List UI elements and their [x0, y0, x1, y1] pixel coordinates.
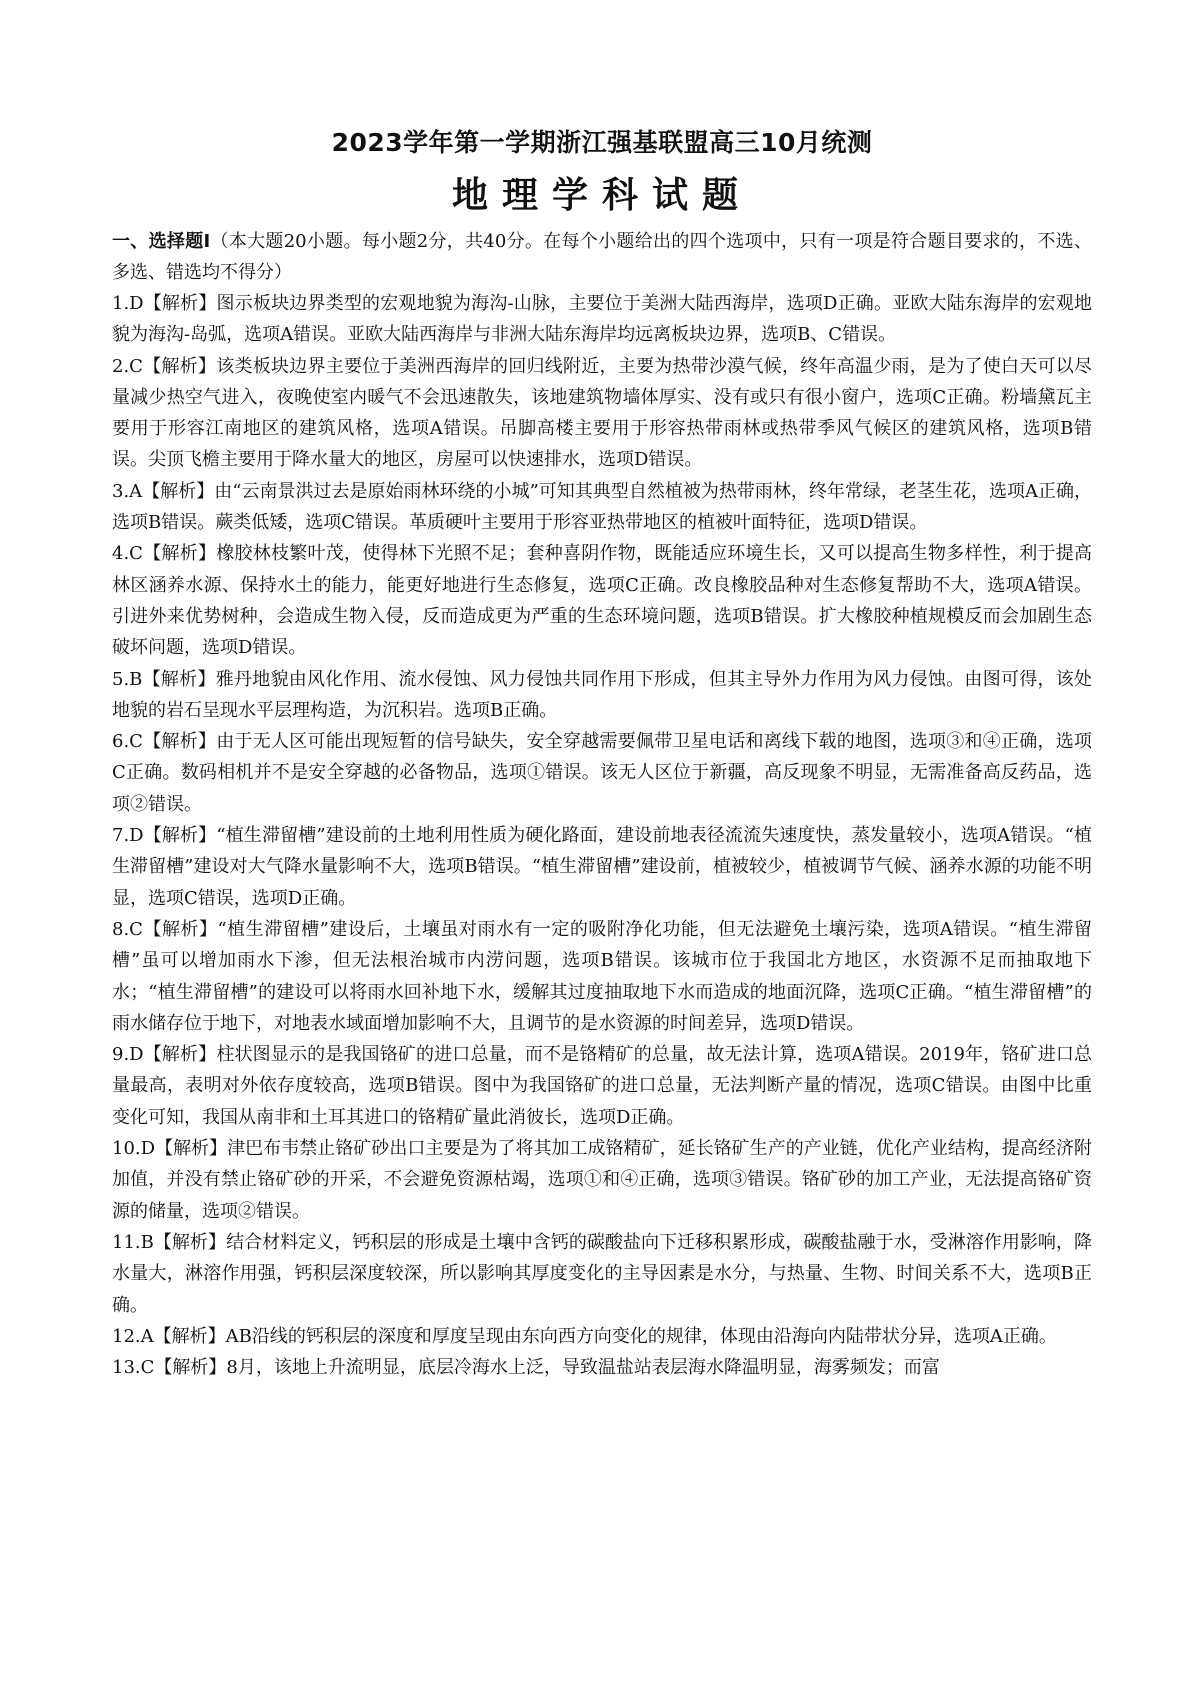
answer-text: 橡胶林枝繁叶茂，使得林下光照不足；套种喜阴作物，既能适应环境生长，又可以提高生物多样性，利于提高林区涵养水源、保持水土的能力，能更好地进行生态修复，选项C正确。改良橡胶品种对生态修复帮助不大，选项A错误。引进外来优势树种，会造成生物入侵，反而造成更为严重的生态环境问题，选项B错误。扩大橡胶种植规模反而会加剧生态破坏问题，选项D错误。: [112, 543, 1093, 659]
subject-title: 地理学科试题: [451, 175, 752, 216]
answer-item: [112, 476, 1092, 539]
answer-text: 雅丹地貌由风化作用、流水侵蚀、风力侵蚀共同作用下形成，但其主导外力作用为风力侵蚀。由图可得，该处地貌的岩石呈现水平层理构造，为沉积岩。选项B正确。: [112, 668, 1093, 721]
section-label: 一、选择题Ⅰ: [112, 231, 211, 252]
answer-tag: 【解析】: [153, 1231, 227, 1253]
answer-tag: 【解析】: [143, 293, 217, 314]
answer-tag: 【解析】: [142, 668, 216, 690]
answer-text: 8月，该地上升流明显，底层冷海水上泛，导致温盐站表层海水降温明显，海雾频发；而富: [226, 1357, 940, 1379]
answer-item: [112, 351, 1092, 476]
answer-number: 9.D: [112, 1044, 144, 1066]
answer-text: 该类板块边界主要位于美洲西海岸的回归线附近，主要为热带沙漠气候，终年高温少雨，是为了使白天可以尽量减少热空气进入，夜晚使室内暖气不会迅速散失，该地建筑物墙体厚实、没有或只有很小窗户，选项C正确。粉墙黛瓦主要用于形容江南地区的建筑风格，选项A错误。吊脚高楼主要用于形容热带雨林或热带季风气候区的建筑风格，选项B错误。尖顶飞檐主要用于降水量大的地区，房屋可以快速排水，选项D错误。: [112, 355, 1093, 471]
answer-tag: 【解析】: [142, 543, 217, 565]
answer-text: 图示板块边界类型的宏观地貌为海沟-山脉，主要位于美洲大陆西海岸，选项D正确。亚欧大陆东海岸的宏观地貌为海沟-岛弧，选项A错误。亚欧大陆西海岸与非洲大陆东海岸均远离板块边界，选项B、C错误。: [112, 293, 1092, 346]
answer-item: [112, 538, 1092, 663]
answer-text: “植生滞留槽”建设前的土地利用性质为硬化路面，建设前地表径流流失速度快，蒸发量较小，选项A错误。“植生滞留槽”建设对大气降水量影响不大，选项B错误。“植生滞留槽”建设前，植被较少，植被调节气候、涵养水源的功能不明显，选项C错误，选项D正确。: [112, 825, 1093, 909]
answer-number: 3.A: [112, 480, 143, 502]
answer-tag: 【解析】: [153, 1325, 226, 1347]
answer-number: 10.D: [112, 1138, 156, 1160]
answer-text: 由“云南景洪过去是原始雨林环绕的小城”可知其典型自然植被为热带雨林，终年常绿，老茎生花，选项A正确，选项B错误。蕨类低矮，选项C错误。革质硬叶主要用于形容亚热带地区的植被叶面特征，选项D错误。: [112, 480, 1093, 534]
answer-number: 12.A: [112, 1325, 154, 1347]
section-note: （本大题20小题。每小题2分，共40分。在每个小题给出的四个选项中，只有一项是符合题目要求的，不选、多选、错选均不得分）: [112, 231, 1092, 283]
answer-text: “植生滞留槽”建设后，土壤虽对雨水有一定的吸附净化功能，但无法避免土壤污染，选项A错误。“植生滞留槽”虽可以增加雨水下渗，但无法根治城市内涝问题，选项B错误。该城市位于我国北方地区，水资源不足而抽取地下水；“植生滞留槽”的建设可以将雨水回补地下水，缓解其过度抽取地下水而造成的地面沉降，选项C正确。“植生滞留槽”的雨水储存位于地下，对地表水域面增加影响不大，且调节的是水资源的时间差异，选项D错误。: [112, 918, 1092, 1034]
answer-item: [112, 1321, 1092, 1352]
answer-text: AB沿线的钙积层的深度和厚度呈现由东向西方向变化的规律，体现由沿海向内陆带状分异，选项A正确。: [225, 1325, 1057, 1347]
answer-number: 7.D: [112, 825, 144, 847]
answer-number: 8.C: [112, 918, 143, 940]
answer-text: 结合材料定义，钙积层的形成是土壤中含钙的碳酸盐向下迁移积累形成，碳酸盐融于水，受淋溶作用影响，降水量大，淋溶作用强，钙积层深度较深，所以影响其厚度变化的主导因素是水分，与热量、生物、时间关系不大，选项B正确。: [112, 1231, 1093, 1316]
section-header: [112, 226, 1092, 288]
answer-tag: 【解析】: [142, 918, 218, 940]
exam-title: 2023学年第一学期浙江强基联盟高三10月统测: [331, 128, 873, 157]
answer-tag: 【解析】: [142, 480, 215, 502]
answer-text: 柱状图显示的是我国铬矿的进口总量，而不是铬精矿的总量，故无法计算，选项A错误。2019年，铬矿进口总量最高，表明对外依存度较高，选项B错误。图中为我国铬矿的进口总量，无法判断产量的情况，选项C错误。由图中比重变化可知，我国从南非和土耳其进口的铬精矿量此消彼长，选项D正确。: [112, 1044, 1092, 1128]
answer-item: [112, 1039, 1092, 1133]
answer-tag: 【解析】: [142, 355, 217, 377]
answer-item: [112, 1352, 1092, 1383]
answer-item: [112, 664, 1092, 727]
answer-item: [112, 820, 1092, 914]
answer-list: [112, 288, 1092, 1383]
answer-number: 5.B: [112, 668, 143, 690]
answer-number: 11.B: [112, 1231, 154, 1253]
answer-item: [112, 288, 1092, 351]
answer-item: [112, 914, 1092, 1039]
answer-number: 4.C: [112, 543, 143, 565]
answer-tag: 【解析】: [142, 731, 217, 753]
answer-tag: 【解析】: [155, 1138, 228, 1160]
answer-item: [112, 726, 1092, 820]
answer-item: [112, 1133, 1092, 1227]
answer-number: 2.C: [112, 355, 143, 377]
answer-text: 津巴布韦禁止铬矿砂出口主要是为了将其加工成铬精矿，延长铬矿生产的产业链，优化产业结构，提高经济附加值，并没有禁止铬矿砂的开采，不会避免资源枯竭，选项①和④正确，选项③错误。铬矿砂的加工产业，无法提高铬矿资源的储量，选项②错误。: [112, 1138, 1092, 1222]
answer-text: 由于无人区可能出现短暂的信号缺失，安全穿越需要佩带卫星电话和离线下载的地图，选项③和④正确，选项C正确。数码相机并不是安全穿越的必备物品，选项①错误。该无人区位于新疆，高反现象不明显，无需准备高反药品，选项②错误。: [112, 731, 1093, 815]
answer-item: [112, 1227, 1092, 1321]
answer-tag: 【解析】: [154, 1357, 227, 1379]
answer-number: 6.C: [112, 731, 143, 753]
answer-tag: 【解析】: [143, 825, 217, 847]
answer-tag: 【解析】: [143, 1044, 217, 1066]
answer-number: 1.D: [112, 293, 144, 314]
answer-number: 13.C: [112, 1357, 155, 1379]
